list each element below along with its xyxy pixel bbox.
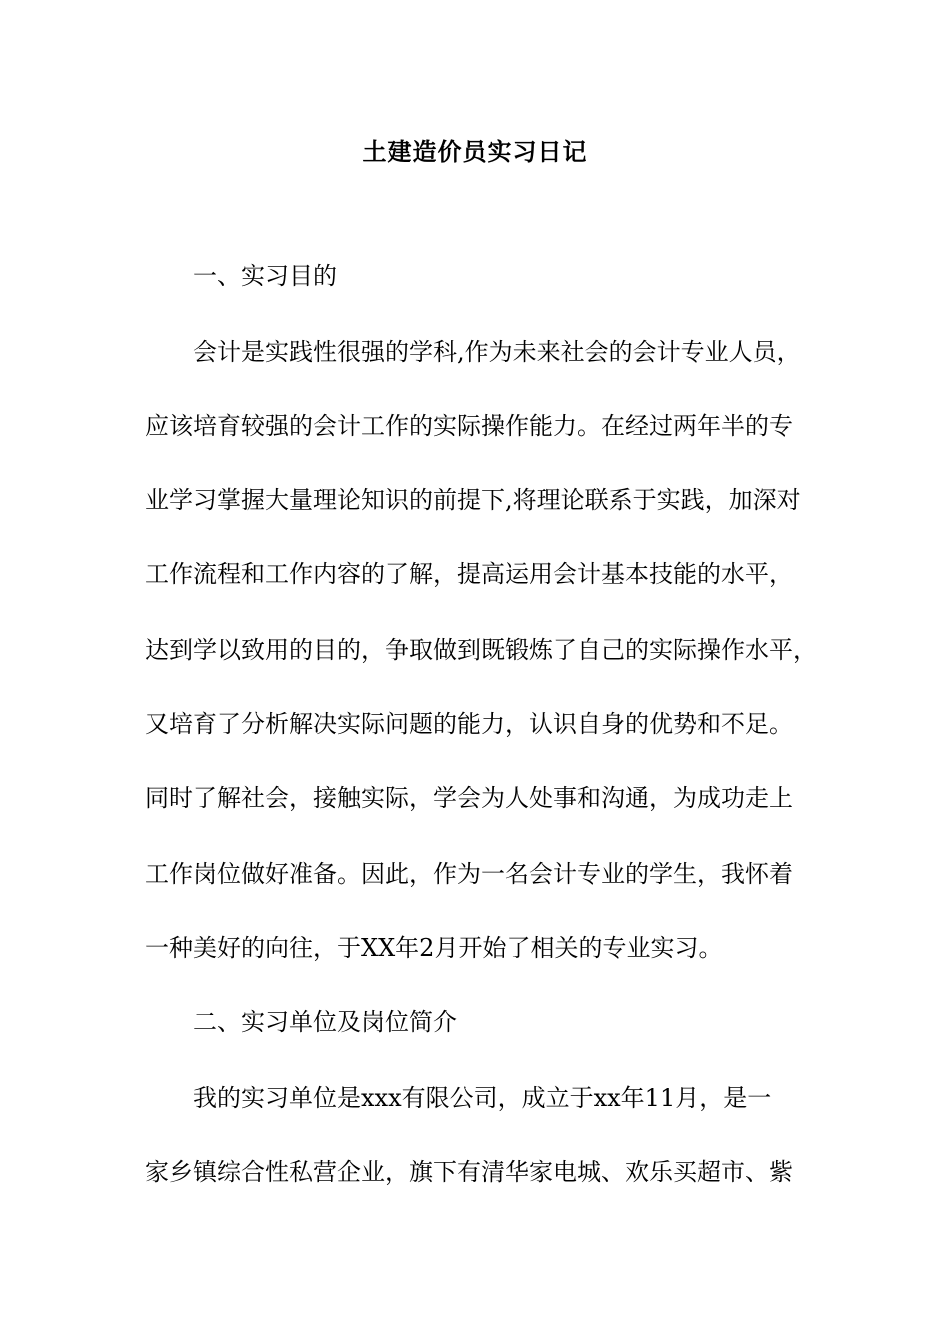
paragraph-line: 又培育了分析解决实际问题的能力，认识自身的优势和不足。 <box>145 710 793 738</box>
paragraph-line: 工作流程和工作内容的了解，提高运用会计基本技能的水平， <box>145 560 793 588</box>
paragraph-line: 会计是实践性很强的学科,作为未来社会的会计专业人员， <box>193 338 801 366</box>
paragraph-line: 我的实习单位是xxx有限公司，成立于xx年11月，是一 <box>193 1084 772 1112</box>
paragraph-line: 业学习掌握大量理论知识的前提下,将理论联系于实践，加深对 <box>145 486 801 514</box>
paragraph-line: 工作岗位做好准备。因此，作为一名会计专业的学生，我怀着 <box>145 860 793 888</box>
paragraph-line: 一种美好的向往，于XX年2月开始了相关的专业实习。 <box>145 934 723 962</box>
paragraph-line: 同时了解社会，接触实际，学会为人处事和沟通，为成功走上 <box>145 784 793 812</box>
section-heading-2: 二、实习单位及岗位简介 <box>193 1008 457 1036</box>
paragraph-line: 达到学以致用的目的，争取做到既锻炼了自己的实际操作水平， <box>145 636 817 664</box>
paragraph-line: 家乡镇综合性私营企业，旗下有清华家电城、欢乐买超市、紫 <box>145 1158 793 1186</box>
section-heading-1: 一、实习目的 <box>193 262 337 290</box>
document-title: 土建造价员实习日记 <box>362 137 588 166</box>
paragraph-line: 应该培育较强的会计工作的实际操作能力。在经过两年半的专 <box>145 412 793 440</box>
